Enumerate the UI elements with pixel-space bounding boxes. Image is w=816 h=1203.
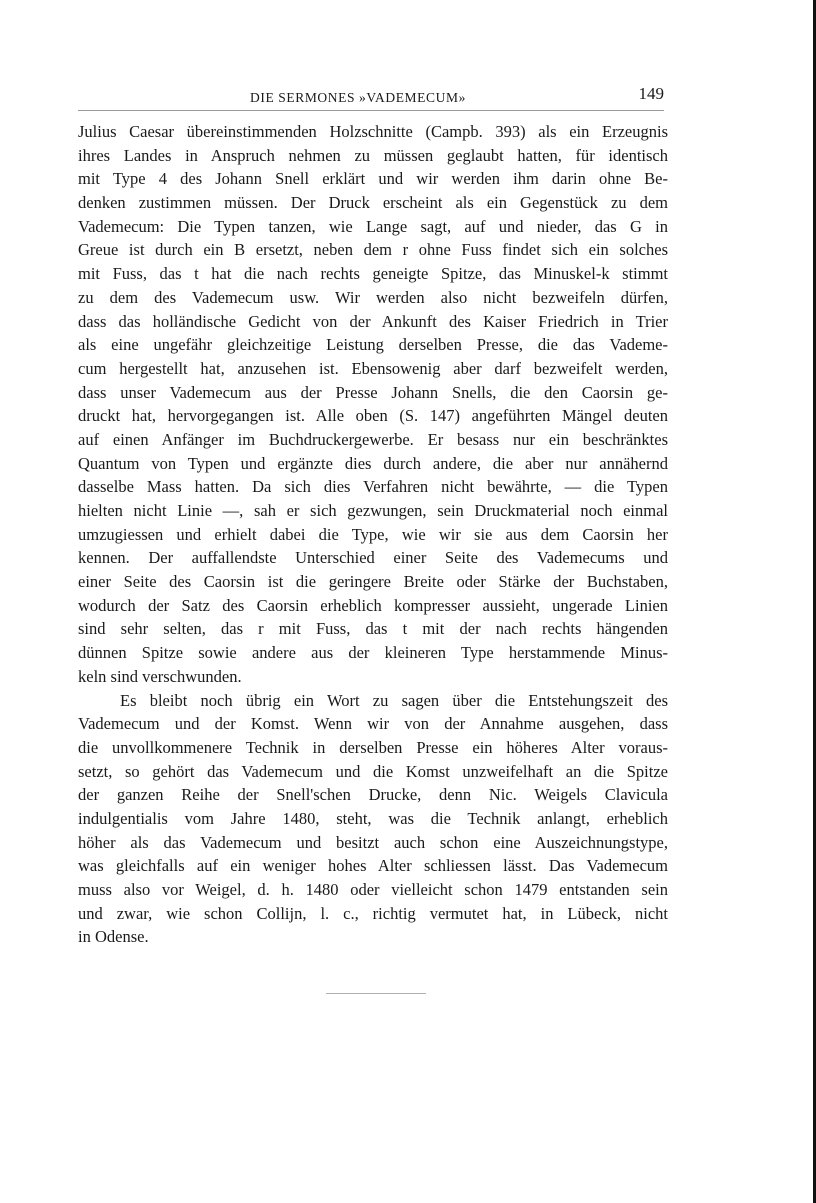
text-line: ihres Landes in Anspruch nehmen zu müssen geglaubt hatten, für identisch [78,145,668,165]
body-text [78,120,668,949]
text-line: was gleichfalls auf ein weniger hohes Alter schliessen lässt. Das Vademecum [78,856,668,876]
text-line: mit Fuss, das t hat die nach rechts geneigte Spitze, das Minuskel-k stimmt [78,264,668,284]
text-line: muss also vor Weigel, d. h. 1480 oder vielleicht schon 1479 entstanden sein [78,880,668,899]
text-line: der ganzen Reihe der Snell'schen Drucke, denn Nic. Weigels Clavicula [78,785,668,805]
text-line: Es bleibt noch übrig ein Wort zu sagen über die Entstehungszeit des [120,690,668,710]
text-line: druckt hat, hervorgegangen ist. Alle oben (S. 147) angeführten Mängel deuten [78,406,668,426]
text-line: in Odense. [78,927,149,947]
text-line: die unvollkommenere Technik in derselben Presse ein höheres Alter voraus- [78,737,668,757]
text-line: zu dem des Vademecum usw. Wir werden also nicht bezweifeln dürfen, [78,287,668,307]
text-line: wodurch der Satz des Caorsin erheblich kompresser aussieht, ungerade Linien [78,595,668,615]
text-line: Greue ist durch ein B ersetzt, neben dem r ohne Fuss findet sich ein solches [78,240,668,260]
text-line: und zwar, wie schon Collijn, l. c., richtig vermutet hat, in Lübeck, nicht [78,903,668,923]
text-line: Vademecum und der Komst. Wenn wir von der Annahme ausgehen, dass [78,714,668,734]
text-line: cum hergestellt hat, anzusehen ist. Ebensowenig aber darf bezweifelt werden, [78,358,668,378]
text-line: setzt, so gehört das Vademecum und die Komst unzweifelhaft an die Spitze [78,761,668,781]
text-line: einer Seite des Caorsin ist die geringere Breite oder Stärke der Buchstaben, [78,572,668,592]
text-line: Quantum von Typen und ergänzte dies durch andere, die aber nur annähernd [78,453,668,473]
end-rule [326,993,426,994]
text-line: höher als das Vademecum und besitzt auch schon eine Auszeichnungstype, [78,832,668,852]
text-line: kennen. Der auffallendste Unterschied einer Seite des Vademecums und [78,548,668,568]
text-line: keln sind verschwunden. [78,666,242,686]
text-line: dass das holländische Gedicht von der Ankunft des Kaiser Friedrich in Trier [78,311,668,331]
text-line: mit Type 4 des Johann Snell erklärt und wir werden ihm darin ohne Be- [78,169,668,189]
paragraph-1 [78,120,668,689]
paragraph-2 [78,689,668,950]
page-number: 149 [638,84,664,103]
text-line: Vademecum: Die Typen tanzen, wie Lange sagt, auf und nieder, das G in [78,216,668,236]
text-line: dünnen Spitze sowie andere aus der kleineren Type herstammende Minus- [78,643,668,663]
text-line: als eine ungefähr gleichzeitige Leistung derselben Presse, die das Vademe- [78,335,668,355]
text-line: Julius Caesar übereinstimmenden Holzschnitte (Campb. 393) als ein Erzeugnis [78,122,668,141]
text-line: auf einen Anfänger im Buchdruckergewerbe. Er besass nur ein beschränktes [78,429,668,449]
text-line: indulgentialis vom Jahre 1480, steht, was die Technik anlangt, erheblich [78,808,668,828]
page-header [78,84,664,110]
text-line: denken zustimmen müssen. Der Druck erscheint als ein Gegenstück zu dem [78,193,668,213]
text-line: dasselbe Mass hatten. Da sich dies Verfahren nicht bewährte, — die Typen [78,477,668,497]
text-line: hielten nicht Linie —, sah er sich gezwungen, sein Druckmaterial noch einmal [78,501,668,520]
running-title: DIE SERMONES »VADEMECUM» [250,90,466,105]
header-rule [78,110,664,111]
text-line: umzugiessen und erhielt dabei die Type, wie wir sie aus dem Caorsin her [78,524,668,544]
text-line: dass unser Vademecum aus der Presse Johann Snells, die den Caorsin ge- [78,382,668,402]
text-line: sind sehr selten, das r mit Fuss, das t mit der nach rechts hängenden [78,619,668,639]
